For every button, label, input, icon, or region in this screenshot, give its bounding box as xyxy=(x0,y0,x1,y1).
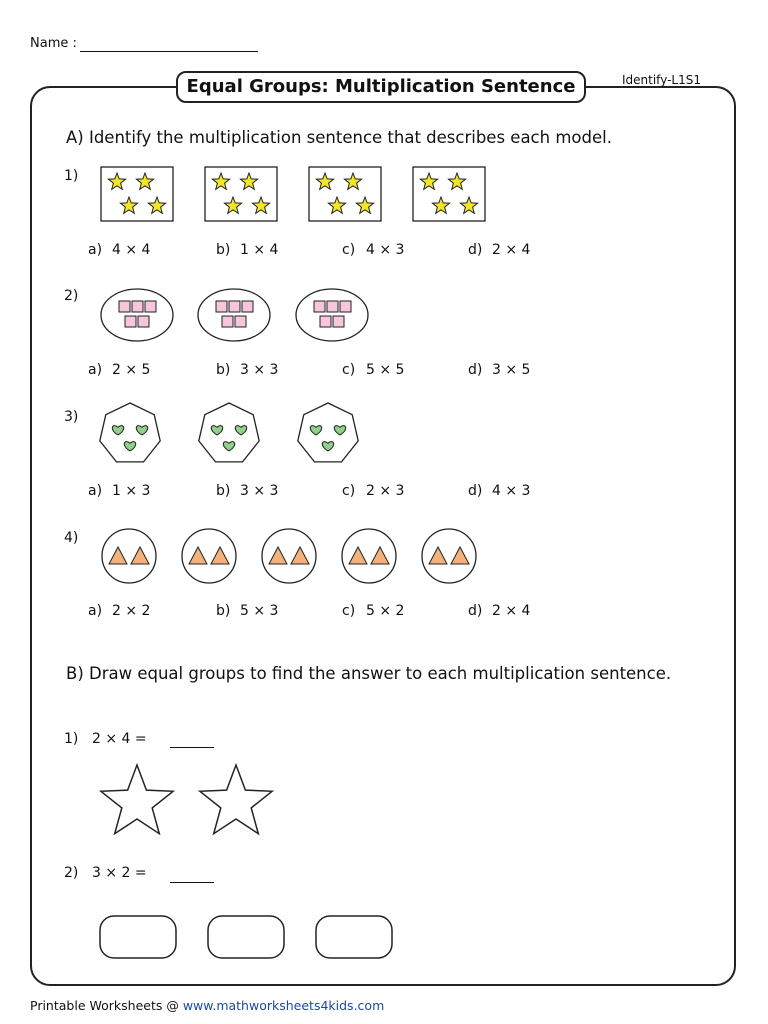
heart-group-heptagon xyxy=(199,403,259,462)
footer-prefix: Printable Worksheets @ xyxy=(30,998,183,1013)
group-circle xyxy=(102,529,156,583)
question-3-model xyxy=(100,403,358,462)
section-a-heading: A) Identify the multiplication sentence that describes each model. xyxy=(66,128,612,147)
option-text: 5 × 2 xyxy=(366,603,405,619)
worksheet-code: Identify-L1S1 xyxy=(622,73,701,87)
triangle-group-circle xyxy=(422,529,476,583)
group-circle xyxy=(262,529,316,583)
square-icon xyxy=(145,301,156,312)
option-letter: d) xyxy=(468,603,483,619)
group-heptagon xyxy=(298,403,358,462)
star-outline-icon xyxy=(200,765,272,834)
option-letter: a) xyxy=(88,603,103,619)
triangle-group-circle xyxy=(182,529,236,583)
question-1-model xyxy=(101,167,485,221)
section-b-heading: B) Draw equal groups to find the answer to each multiplication sentence. xyxy=(66,664,672,683)
square-icon xyxy=(132,301,143,312)
star-group-box xyxy=(101,167,173,221)
problem-1-number: 1) xyxy=(64,731,79,747)
option-text: 2 × 2 xyxy=(112,603,151,619)
square-icon xyxy=(235,316,246,327)
square-group-ellipse xyxy=(101,289,173,341)
option-letter: a) xyxy=(88,483,103,499)
square-icon xyxy=(333,316,344,327)
square-icon xyxy=(320,316,331,327)
option-letter: a) xyxy=(88,242,103,258)
option-letter: b) xyxy=(216,362,231,378)
footer xyxy=(30,998,384,1013)
option-text: 2 × 4 xyxy=(492,242,531,258)
square-icon xyxy=(327,301,338,312)
triangle-group-circle xyxy=(262,529,316,583)
rounded-rect-outline xyxy=(208,916,284,958)
question-4-model xyxy=(102,529,476,583)
question-3-number: 3) xyxy=(64,409,79,425)
problem-1-drawing-groups xyxy=(101,765,272,834)
square-icon xyxy=(216,301,227,312)
rounded-rect-outline xyxy=(316,916,392,958)
square-icon xyxy=(314,301,325,312)
group-heptagon xyxy=(100,403,160,462)
square-icon xyxy=(340,301,351,312)
option-text: 2 × 3 xyxy=(366,483,405,499)
problem-2-drawing-groups xyxy=(100,916,392,958)
square-group-ellipse xyxy=(296,289,368,341)
group-ellipse xyxy=(101,289,173,341)
group-circle xyxy=(182,529,236,583)
option-letter: d) xyxy=(468,362,483,378)
option-text: 1 × 3 xyxy=(112,483,151,499)
star-outline-icon xyxy=(101,765,173,834)
option-letter: b) xyxy=(216,483,231,499)
option-text: 1 × 4 xyxy=(240,242,279,258)
option-text: 4 × 4 xyxy=(112,242,151,258)
square-icon xyxy=(119,301,130,312)
option-text: 3 × 3 xyxy=(240,483,279,499)
heart-group-heptagon xyxy=(298,403,358,462)
group-circle xyxy=(422,529,476,583)
option-text: 2 × 5 xyxy=(112,362,151,378)
problem-2-sentence: 3 × 2 = xyxy=(92,865,147,881)
option-text: 3 × 3 xyxy=(240,362,279,378)
option-text: 3 × 5 xyxy=(492,362,531,378)
option-letter: d) xyxy=(468,242,483,258)
square-icon xyxy=(125,316,136,327)
footer-link[interactable]: www.mathworksheets4kids.com xyxy=(182,998,385,1013)
option-text: 4 × 3 xyxy=(366,242,405,258)
option-text: 5 × 3 xyxy=(240,603,279,619)
option-letter: d) xyxy=(468,483,483,499)
square-icon xyxy=(138,316,149,327)
option-letter: c) xyxy=(342,603,356,619)
option-letter: b) xyxy=(216,603,231,619)
question-1-number: 1) xyxy=(64,168,79,184)
rounded-rect-outline xyxy=(100,916,176,958)
group-heptagon xyxy=(199,403,259,462)
problem-1-sentence: 2 × 4 = xyxy=(92,731,147,747)
option-letter: c) xyxy=(342,483,356,499)
triangle-group-circle xyxy=(102,529,156,583)
worksheet-title: Equal Groups: Multiplication Sentence xyxy=(176,71,586,103)
square-group-ellipse xyxy=(198,289,270,341)
triangle-group-circle xyxy=(342,529,396,583)
option-text: 2 × 4 xyxy=(492,603,531,619)
heart-group-heptagon xyxy=(100,403,160,462)
option-text: 4 × 3 xyxy=(492,483,531,499)
group-ellipse xyxy=(198,289,270,341)
star-group-box xyxy=(309,167,381,221)
option-text: 5 × 5 xyxy=(366,362,405,378)
question-2-model xyxy=(101,289,368,341)
star-group-box xyxy=(413,167,485,221)
group-circle xyxy=(342,529,396,583)
group-ellipse xyxy=(296,289,368,341)
square-icon xyxy=(242,301,253,312)
question-2-number: 2) xyxy=(64,288,79,304)
square-icon xyxy=(222,316,233,327)
square-icon xyxy=(229,301,240,312)
question-4-number: 4) xyxy=(64,530,79,546)
option-letter: a) xyxy=(88,362,103,378)
problem-2-number: 2) xyxy=(64,865,79,881)
star-group-box xyxy=(205,167,277,221)
option-letter: b) xyxy=(216,242,231,258)
option-letter: c) xyxy=(342,362,356,378)
option-letter: c) xyxy=(342,242,356,258)
name-label: Name : xyxy=(30,36,77,51)
